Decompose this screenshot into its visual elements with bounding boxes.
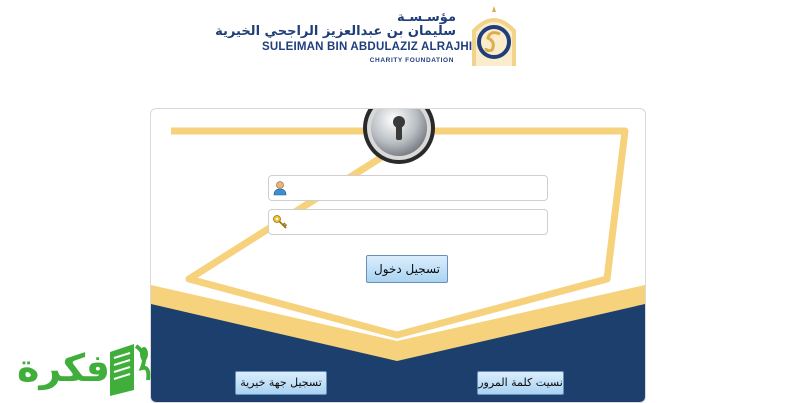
logo-english-line1: SULEIMAN BIN ABDULAZIZ ALRAJHI — [262, 41, 473, 53]
username-input[interactable] — [291, 178, 545, 200]
book-icon — [104, 340, 152, 398]
username-field[interactable] — [268, 175, 548, 201]
register-charity-button[interactable]: تسجيل جهة خيرية — [235, 371, 327, 395]
user-icon — [272, 180, 288, 196]
logo-arabic-line2: سليمان بن عبدالعزيز الراجحي الخيرية — [215, 24, 456, 39]
logo-english-line2: CHARITY FOUNDATION — [369, 57, 454, 64]
foundation-emblem-icon — [462, 4, 526, 68]
login-card — [150, 108, 646, 403]
key-icon — [272, 214, 288, 230]
login-button[interactable]: تسجيل دخول — [366, 255, 448, 283]
forgot-password-button[interactable]: نسيت كلمة المرور — [477, 371, 564, 395]
logo-arabic-line1: مؤسـسـة — [397, 10, 456, 25]
password-field[interactable] — [268, 209, 548, 235]
header — [0, 0, 800, 80]
watermark — [0, 338, 150, 400]
lock-icon — [362, 108, 436, 165]
watermark-text: فكرة — [16, 346, 110, 390]
password-input[interactable] — [291, 212, 545, 234]
